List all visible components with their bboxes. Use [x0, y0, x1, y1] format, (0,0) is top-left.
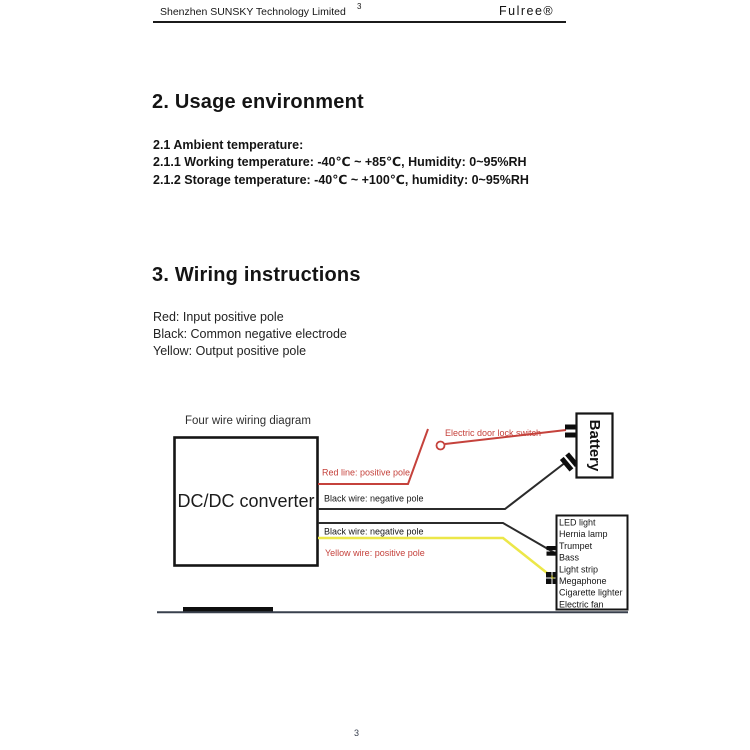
legend-black: Black: Common negative electrode	[153, 327, 347, 341]
door-lock-switch-label: Electric door lock switch	[445, 428, 542, 438]
usage-line-ambient: 2.1 Ambient temperature:	[153, 138, 304, 152]
black-wire-2-label: Black wire: negative pole	[324, 526, 424, 537]
load-item: Electric fan	[559, 599, 604, 610]
dcdc-converter-label: DC/DC converter	[177, 491, 315, 511]
load-item: LED light	[559, 517, 596, 528]
red-wire-label: Red line: positive pole	[322, 467, 411, 478]
header-rule	[153, 21, 566, 23]
black-wire-1-label: Black wire: negative pole	[324, 493, 424, 504]
wiring-diagram	[140, 400, 640, 625]
legend-red: Red: Input positive pole	[153, 310, 284, 324]
load-item: Cigarette lighter	[559, 587, 623, 598]
usage-line-working-temp: 2.1.1 Working temperature: -40℃ ~ +85℃, Humidity: 0~95%RH	[153, 155, 527, 169]
section-title-usage: 2. Usage environment	[152, 91, 364, 113]
load-item: Bass	[559, 552, 580, 563]
load-item: Trumpet	[559, 540, 593, 551]
diagram-title: Four wire wiring diagram	[185, 415, 311, 427]
load-item: Megaphone	[559, 576, 607, 586]
battery-label: Battery	[586, 419, 603, 472]
door-lock-switch-icon	[437, 442, 445, 450]
usage-line-storage-temp: 2.1.2 Storage temperature: -40℃ ~ +100℃, humidity: 0~95%RH	[153, 173, 529, 187]
yellow-wire	[318, 538, 554, 579]
battery-terminal-positive-icon	[565, 433, 576, 438]
brand-logo: Fulree®	[499, 4, 555, 18]
yellow-wire-label: Yellow wire: positive pole	[325, 548, 425, 558]
legend-yellow: Yellow: Output positive pole	[153, 344, 307, 358]
page-number: 3	[354, 728, 360, 738]
section-title-wiring: 3. Wiring instructions	[152, 264, 361, 286]
header-company: Shenzhen SUNSKY Technology Limited	[160, 6, 346, 18]
load-item: Hernia lamp	[559, 529, 608, 540]
battery-terminal-positive-icon	[565, 425, 576, 430]
load-item: Light strip	[559, 564, 599, 575]
header-page-ref: 3	[357, 2, 362, 11]
